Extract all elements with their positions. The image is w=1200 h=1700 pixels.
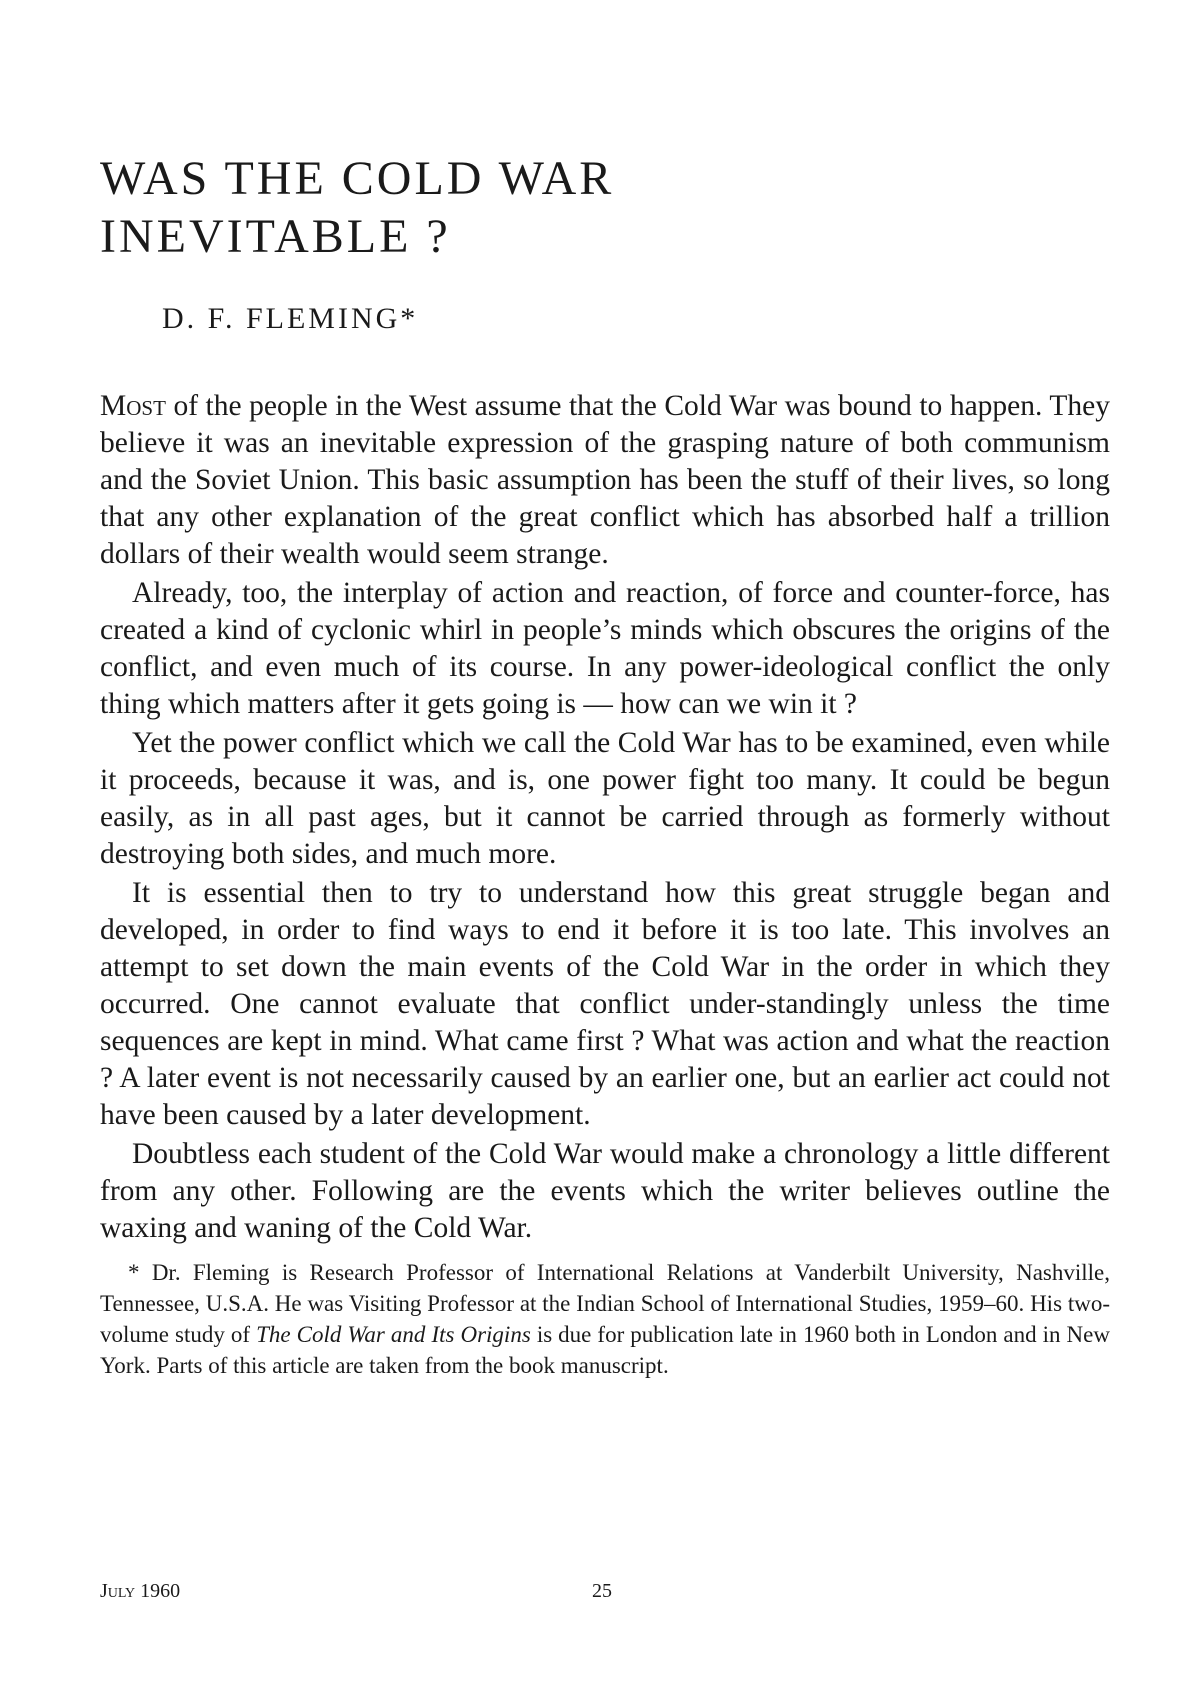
title-line-1: WAS THE COLD WAR — [100, 152, 615, 205]
paragraph-3: Yet the power conflict which we call the Cold War has to be examined, even while it proceeds, because it was, and is, one power fight too many. It could be begun easily, as in all past ages, but it cannot be carried through as formerly without destroying both sides, and much more. — [100, 727, 1110, 870]
paragraph-text: of the people in the West assume that the Cold War was bound to happen. They believe it was an inevitable expression of the grasping nature of both communism and the Soviet Union. This basic assumption has been the stuff of their lives, so long that any other explanation of the great conflict which has absorbed half a trillion dollars of their wealth would seem strange. — [100, 390, 1110, 570]
footnote-text-after: is due for publication late in 1960 both in London and in New York. Parts of this article are taken from the book manuscript. — [100, 1322, 1110, 1378]
paragraph-1 — [100, 388, 1110, 573]
article-body — [100, 388, 1110, 1381]
paragraph-5: Doubtless each student of the Cold War would make a chronology a little different from any other. Following are the events which the writer believes outline the waxing and waning of the Cold War. — [100, 1138, 1110, 1244]
footnote-text-before: * Dr. Fleming is Research Professor of International Relations at Vanderbilt University, Nashville, Tennessee, U.S.A. He was Visiting Professor at the Indian School of International Studies, 1959–60. His two-volume study of — [100, 1260, 1110, 1347]
paragraph-4: It is essential then to try to understand how this great struggle began and developed, in order to find ways to end it before it is too late. This involves an attempt to set down the main events of the Cold War in the order in which they occurred. One cannot evaluate that conflict under-standingly unless the time sequences are kept in mind. What came first ? What was action and what the reaction ? A later event is not necessarily caused by an earlier one, but an earlier act could not have been caused by a later development. — [100, 877, 1110, 1131]
author-byline: D. F. FLEMING* — [162, 302, 419, 335]
title-line-2: INEVITABLE ? — [100, 210, 451, 263]
paragraph-lead-word: Most — [100, 390, 166, 422]
article-page — [100, 150, 1110, 1404]
author-footnote — [100, 1257, 1110, 1381]
issue-date: July 1960 — [100, 1580, 181, 1602]
page-footer — [100, 1580, 1110, 1610]
page-number: 25 — [592, 1580, 612, 1602]
article-title — [100, 150, 1110, 266]
paragraph-2: Already, too, the interplay of action and reaction, of force and counter-force, has created a kind of cyclonic whirl in people’s minds which obscures the origins of the conflict, and even much of its course. In any power-ideological conflict the only thing which matters after it gets going is — how can we win it ? — [100, 577, 1110, 720]
footnote-book-title: The Cold War and Its Origins — [256, 1322, 531, 1347]
